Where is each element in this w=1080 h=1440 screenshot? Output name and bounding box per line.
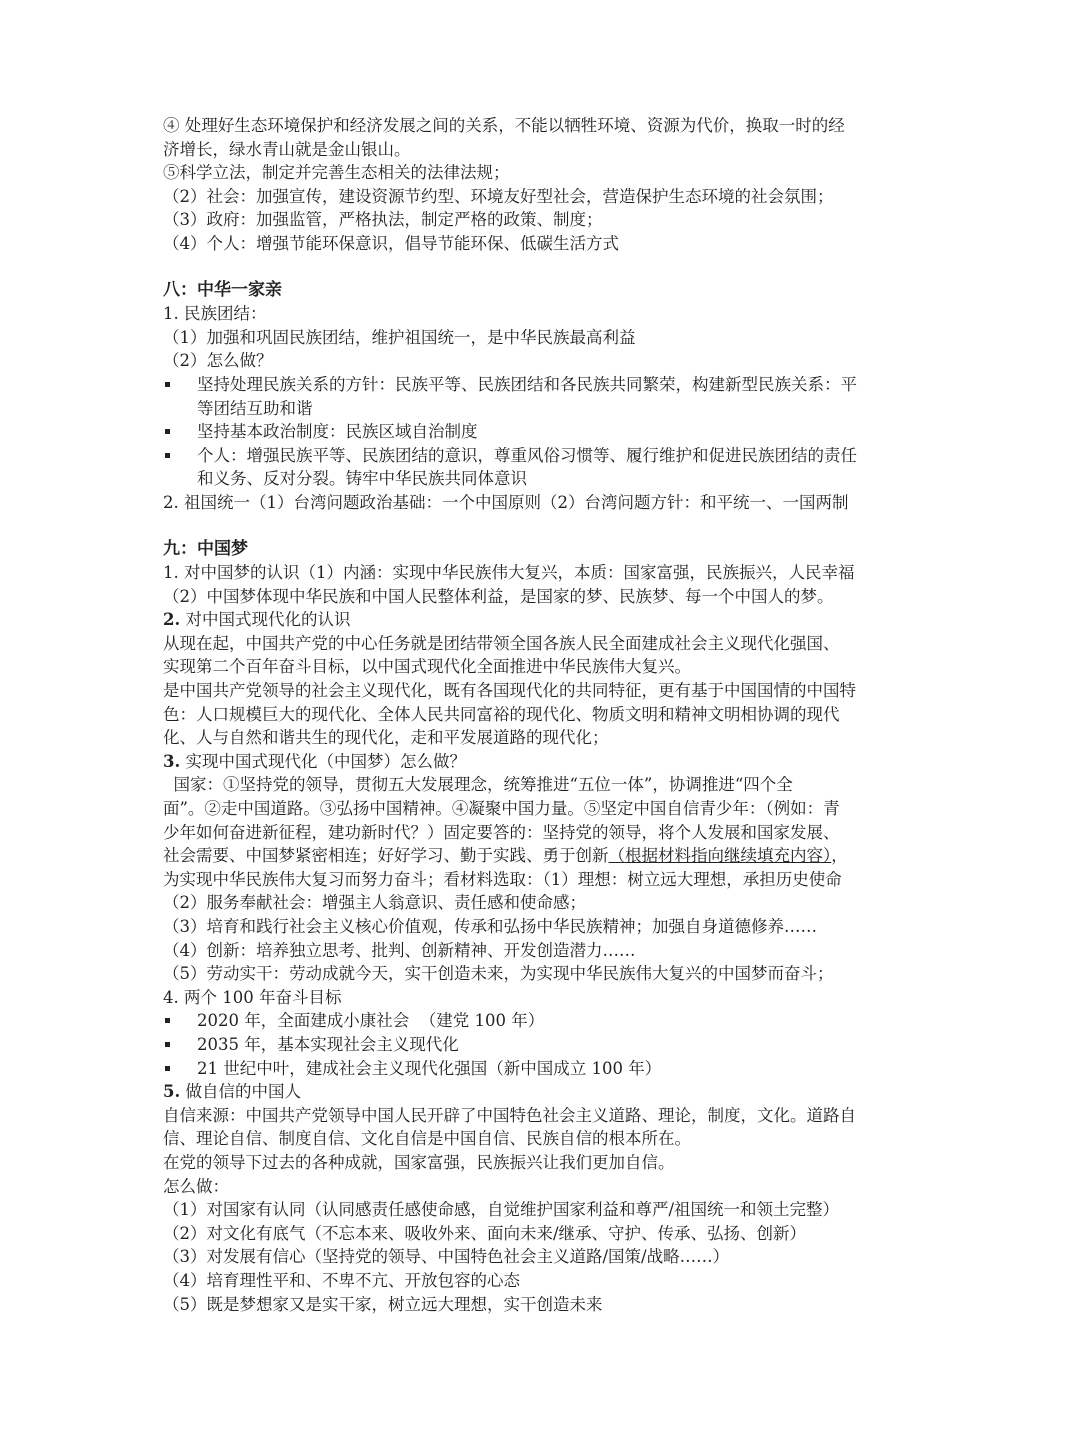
bullet-text: 2035 年，基本实现社会主义现代化 [197,1034,459,1054]
paragraph-line: 为实现中华民族伟大复习而努力奋斗；看材料选取：（1）理想：树立远大理想，承担历史使命 [163,869,842,889]
list-item: （2）中国梦体现中华民族和中国人民整体利益，是国家的梦、民族梦、每一个中国人的梦。 [163,586,834,606]
paragraph-line: 在党的领导下过去的各种成就，国家富强，民族振兴让我们更加自信。 [163,1152,675,1172]
item-number: 5. [163,1082,181,1102]
paragraph-line: （2）服务奉献社会：增强主人翁意识、责任感和使命感； [163,893,586,913]
paragraph-line: 自信来源：中国共产党领导中国人民开辟了中国特色社会主义道路、理论，制度，文化。道路自 [163,1105,856,1125]
list-item: （2）怎么做？ [163,351,273,371]
paragraph-line: 面”。②走中国道路。③弘扬中国精神。④凝聚中国力量。⑤坚定中国自信青少年：（例如：青 [163,799,840,819]
paragraph-line: 信、理论自信、制度自信、文化自信是中国自信、民族自信的根本所在。 [163,1129,691,1149]
bullet-text: 坚持处理民族关系的方针：民族平等、民族团结和各民族共同繁荣，构建新型民族关系：平 [197,374,857,394]
bullet-text: 等团结互助和谐 [197,398,313,418]
list-item: （3）对发展有信心（坚持党的领导、中国特色社会主义道路/国策/战略……） [163,1247,730,1267]
paragraph-line: 是中国共产党领导的社会主义现代化，既有各国现代化的共同特征，更有基于中国国情的中国特 [163,681,856,701]
section-heading-8: 八：中华一家亲 [163,279,282,300]
bullet-text: 坚持基本政治制度：民族区域自治制度 [197,422,478,442]
bullet-item [163,1033,930,1057]
paragraph-line [163,844,930,868]
bullet-text: 个人：增强民族平等、民族团结的意识，尊重风俗习惯等、履行维护和促进民族团结的责任 [197,445,857,465]
item-title: 实现中国式现代化（中国梦）怎么做？ [180,751,466,771]
bullet-text: 2020 年，全面建成小康社会 （建党 100 年） [197,1011,545,1031]
bullet-item [163,444,930,491]
paragraph-line: （5）劳动实干：劳动成就今天，实干创造未来，为实现中华民族伟大复兴的中国梦而奋斗； [163,964,834,984]
paragraph-line: 怎么做： [163,1176,229,1196]
paragraph-line: （3）政府：加强监管，严格执法，制定严格的政策、制度； [163,210,603,230]
paragraph-line: 实现第二个百年奋斗目标，以中国式现代化全面推进中华民族伟大复兴。 [163,657,691,677]
list-item: （1）加强和巩固民族团结，维护祖国统一，是中华民族最高利益 [163,327,636,347]
bullet-item [163,373,930,420]
item-number: 2. [163,610,181,630]
paragraph-line: 化、人与自然和谐共生的现代化，走和平发展道路的现代化； [163,728,609,748]
bullet-item [163,420,930,444]
text-run: 社会需要、中国梦紧密相连；好好学习、勤于实践、勇于创新 [163,846,609,866]
bullet-item [163,1057,930,1081]
list-item: 2. 祖国统一（1）台湾问题政治基础：一个中国原则（2）台湾问题方针：和平统一、一国两制 [163,492,849,512]
spacer [163,256,930,279]
paragraph-line: 济增长，绿水青山就是金山银山。 [163,139,411,159]
list-item: （4）培育理性平和、不卑不亢、开放包容的心态 [163,1270,520,1290]
underlined-note: （根据材料指向继续填充内容） [608,846,832,866]
subheading [163,1080,930,1104]
paragraph-line: （4）创新：培养独立思考、批判、创新精神、开发创造潜力…… [163,940,636,960]
paragraph-line: 国家：①坚持党的领导，贯彻五大发展理念，统筹推进“五位一体”，协调推进“四个全 [163,775,793,795]
subheading [163,750,930,774]
item-title: 做自信的中国人 [180,1082,301,1102]
list-item: （5）既是梦想家又是实干家，树立远大理想，实干创造未来 [163,1294,603,1314]
paragraph-line: ⑤科学立法，制定并完善生态相关的法律法规； [163,163,510,183]
paragraph-line: ④ 处理好生态环境保护和经济发展之间的关系，不能以牺牲环境、资源为代价，换取一时的经 [163,116,845,135]
bullet-text: 和义务、反对分裂。铸牢中华民族共同体意识 [197,469,527,489]
section-heading-9: 九：中国梦 [163,538,248,559]
bullet-item [163,1009,930,1033]
paragraph-line: 少年如何奋进新征程，建功新时代？）固定要答的：坚持党的领导，将个人发展和国家发展、 [163,822,840,842]
paragraph-line: （3）培育和践行社会主义核心价值观，传承和弘扬中华民族精神；加强自身道德修养…… [163,917,817,936]
subheading: 4. 两个 100 年奋斗目标 [163,987,342,1007]
paragraph-line: （2）社会：加强宣传，建设资源节约型、环境友好型社会，营造保护生态环境的社会氛围； [163,186,834,206]
list-item: 1. 对中国梦的认识（1）内涵：实现中华民族伟大复兴，本质：国家富强，民族振兴，人民幸福 [163,563,855,583]
bullet-text: 21 世纪中叶，建成社会主义现代化强国（新中国成立 100 年） [197,1058,662,1078]
paragraph-line: 色：人口规模巨大的现代化、全体人民共同富裕的现代化、物质文明和精神文明相协调的现代 [163,704,840,724]
item-title: 对中国式现代化的认识 [180,610,351,630]
text-run: ， [831,846,848,866]
list-item: （1）对国家有认同（认同感责任感使命感，自觉维护国家利益和尊严/祖国统一和领土完整） [163,1200,840,1220]
item-number: 3. [163,751,181,771]
subheading [163,608,930,632]
list-item: 1. 民族团结： [163,304,267,324]
spacer [163,515,930,538]
paragraph-line: 从现在起，中国共产党的中心任务就是团结带领全国各族人民全面建成社会主义现代化强国、 [163,633,840,653]
list-item: （2）对文化有底气（不忘本来、吸收外来、面向未来/继承、守护、传承、弘扬、创新） [163,1223,807,1243]
paragraph-line: （4）个人：增强节能环保意识，倡导节能环保、低碳生活方式 [163,233,619,253]
